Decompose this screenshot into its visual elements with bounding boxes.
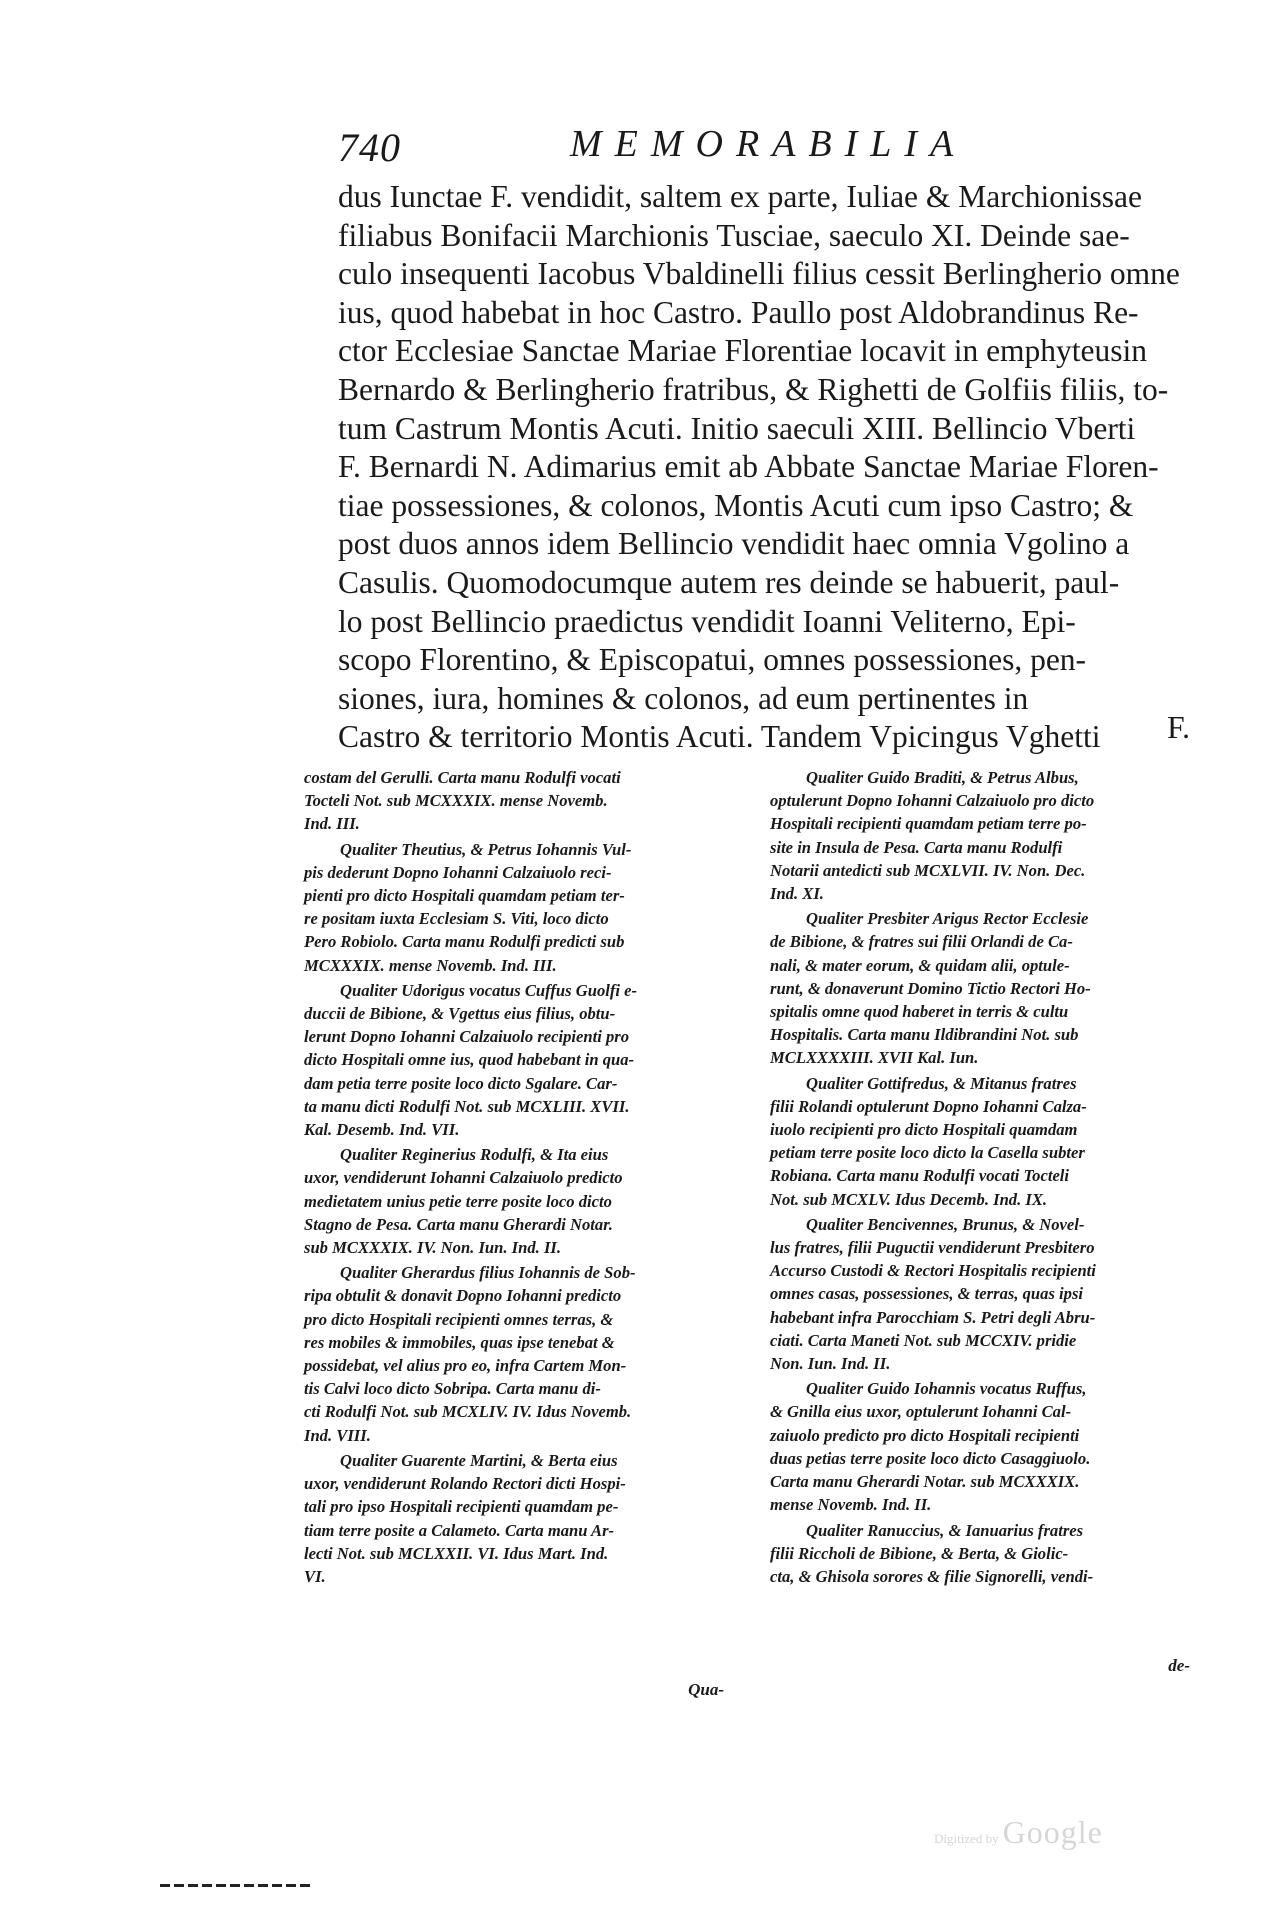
- main-text-line: scopo Florentino, & Episcopatui, omnes possessiones, pen-: [338, 642, 1087, 678]
- footnote-entry: [304, 1143, 744, 1259]
- footnote-line: VI.: [304, 1566, 326, 1586]
- footnote-line: MCXXXIX. mense Novemb. Ind. III.: [304, 955, 557, 975]
- main-text-line: ctor Ecclesiae Sanctae Mariae Florentiae locavit in emphyteusin: [338, 333, 1148, 369]
- scan-edge-mark: [160, 1884, 310, 1887]
- footnote-line: Qualiter Reginerius Rodulfi, & Ita eius: [340, 1145, 609, 1165]
- notes-right-catchword: de-: [1168, 1656, 1190, 1675]
- footnote-line: pro dicto Hospitali recipienti omnes terras, &: [304, 1309, 614, 1329]
- notes-left-catchword: Qua-: [688, 1680, 724, 1699]
- main-text-line: Castro & territorio Montis Acuti. Tandem Vpicingus Vghetti: [338, 719, 1101, 755]
- footnote-line: possidebat, vel alius pro eo, infra Cartem Mon-: [304, 1356, 627, 1376]
- main-text-line: tiae possessiones, & colonos, Montis Acuti cum ipso Castro; &: [338, 487, 1134, 523]
- footnote-line: iuolo recipienti pro dicto Hospitali quamdam: [770, 1120, 1078, 1140]
- footnote-entry: [770, 1519, 1210, 1589]
- main-text-block: [338, 178, 1218, 757]
- footnote-line: Qualiter Guido Braditi, & Petrus Albus,: [806, 768, 1079, 787]
- footnote-entry: [304, 766, 744, 836]
- footnote-entry: [304, 838, 744, 977]
- main-text-line: lo post Bellincio praedictus vendidit Ioanni Veliterno, Epi-: [338, 603, 1076, 639]
- main-catchword: F.: [1167, 710, 1190, 745]
- footnote-line: filii Rolandi optulerunt Dopno Iohanni Calza-: [770, 1096, 1087, 1116]
- footnote-line: ciati. Carta Maneti Not. sub MCCXIV. pridie: [770, 1330, 1077, 1350]
- page-number: 740: [338, 125, 401, 170]
- footnote-line: sub MCXXXIX. IV. Non. Iun. Ind. II.: [304, 1238, 562, 1258]
- footnote-line: Qualiter Guido Iohannis vocatus Ruffus,: [806, 1379, 1087, 1399]
- footnote-entry: [304, 979, 744, 1141]
- footnote-line: Qualiter Bencivennes, Brunus, & Novel-: [806, 1214, 1085, 1234]
- footnote-line: duccii de Bibione, & Vgettus eius filius, obtu-: [304, 1004, 616, 1024]
- footnote-entry: [304, 1261, 744, 1447]
- footnote-entry: [770, 766, 1210, 905]
- footnote-line: runt, & donaverunt Domino Tictio Rectori Ho-: [770, 978, 1091, 998]
- footnote-line: duas petias terre posite loco dicto Casaggiuolo.: [770, 1448, 1091, 1468]
- footnote-line: cti Rodulfi Not. sub MCXLIV. IV. Idus Novemb.: [304, 1402, 632, 1422]
- footnote-line: mense Novemb. Ind. II.: [770, 1495, 932, 1515]
- watermark-prefix: Digitized by: [934, 1831, 999, 1846]
- main-text-line: ius, quod habebat in hoc Castro. Paullo post Aldobrandinus Re-: [338, 294, 1139, 330]
- footnote-line: Hospitali recipienti quamdam petiam terre po-: [770, 814, 1087, 834]
- footnote-line: Pero Robiolo. Carta manu Rodulfi predicti sub: [304, 932, 625, 952]
- footnote-line: pis dederunt Dopno Iohanni Calzaiuolo reci-: [304, 862, 612, 882]
- footnote-line: optulerunt Dopno Iohanni Calzaiuolo pro dicto: [770, 791, 1095, 811]
- footnote-line: ripa obtulit & donavit Dopno Iohanni predicto: [304, 1286, 622, 1306]
- footnote-line: Non. Iun. Ind. II.: [770, 1354, 891, 1374]
- footnote-line: MCLXXXXIII. XVII Kal. Iun.: [770, 1048, 979, 1068]
- footnote-line: costam del Gerulli. Carta manu Rodulfi vocati: [304, 768, 621, 787]
- footnote-line: Robiana. Carta manu Rodulfi vocati Tocteli: [770, 1166, 1070, 1186]
- footnote-line: Qualiter Theutius, & Petrus Iohannis Vul-: [340, 839, 632, 859]
- footnote-line: Stagno de Pesa. Carta manu Gherardi Notar.: [304, 1214, 613, 1234]
- footnote-line: omnes casas, possessiones, & terras, quas ipsi: [770, 1284, 1084, 1304]
- main-text-line: filiabus Bonifacii Marchionis Tusciae, saeculo XI. Deinde sae-: [338, 217, 1130, 253]
- footnote-line: Ind. III.: [304, 814, 360, 834]
- footnote-line: Qualiter Ranuccius, & Ianuarius fratres: [806, 1520, 1084, 1540]
- footnote-line: Accurso Custodi & Rectori Hospitalis recipienti: [770, 1261, 1096, 1281]
- footnote-line: cta, & Ghisola sorores & filie Signorelli, vendi-: [770, 1566, 1094, 1586]
- footnote-line: zaiuolo predicto pro dicto Hospitali recipienti: [770, 1425, 1080, 1445]
- footnote-entry: [304, 1449, 744, 1588]
- footnote-line: site in Insula de Pesa. Carta manu Rodulfi: [770, 837, 1063, 857]
- footnotes-left-column: [304, 766, 744, 1590]
- main-text-line: F. Bernardi N. Adimarius emit ab Abbate Sanctae Mariae Floren-: [338, 449, 1159, 485]
- main-text-line: siones, iura, homines & colonos, ad eum pertinentes in: [338, 680, 1029, 716]
- footnote-line: Hospitalis. Carta manu Ildibrandini Not. sub: [770, 1025, 1079, 1045]
- running-title: MEMORABILIA: [570, 123, 967, 165]
- footnote-line: habebant infra Parocchiam S. Petri degli Abru-: [770, 1307, 1096, 1327]
- footnote-line: Qualiter Guarente Martini, & Berta eius: [340, 1450, 618, 1470]
- footnote-line: tali pro ipso Hospitali recipienti quamdam pe-: [304, 1497, 619, 1517]
- footnote-line: Ind. XI.: [770, 884, 824, 904]
- footnote-line: Qualiter Udorigus vocatus Cuffus Guolfi e-: [340, 980, 638, 1000]
- footnote-line: dicto Hospitali omne ius, quod habebant in qua-: [304, 1050, 635, 1070]
- footnote-line: uxor, vendiderunt Iohanni Calzaiuolo predicto: [304, 1168, 623, 1188]
- footnote-line: ta manu dicti Rodulfi Not. sub MCXLIII. XVII.: [304, 1096, 630, 1116]
- footnote-line: dam petia terre posite loco dicto Sgalare. Car-: [304, 1073, 618, 1093]
- footnote-line: lus fratres, filii Puguctii vendiderunt Presbitero: [770, 1238, 1095, 1258]
- footnote-line: lecti Not. sub MCLXXII. VI. Idus Mart. Ind.: [304, 1543, 609, 1563]
- digitization-watermark: [934, 1814, 1103, 1851]
- footnote-line: petiam terre posite loco dicto la Casella subter: [770, 1143, 1085, 1163]
- footnote-line: medietatem unius petie terre posite loco dicto: [304, 1191, 612, 1211]
- footnote-entry: [770, 1377, 1210, 1516]
- footnote-line: Not. sub MCXLV. Idus Decemb. Ind. IX.: [770, 1189, 1048, 1209]
- footnote-line: & Gnilla eius uxor, optulerunt Iohanni Cal-: [770, 1402, 1072, 1422]
- footnote-line: lerunt Dopno Iohanni Calzaiuolo recipienti pro: [304, 1027, 630, 1047]
- footnotes-right-column: [770, 766, 1210, 1590]
- footnote-line: de Bibione, & fratres sui filii Orlandi de Ca-: [770, 932, 1073, 952]
- footnote-line: res mobiles & immobiles, quas ipse tenebat &: [304, 1332, 615, 1352]
- footnote-line: uxor, vendiderunt Rolando Rectori dicti Hospi-: [304, 1474, 626, 1494]
- page-header: [338, 122, 1218, 172]
- footnote-line: filii Riccholi de Bibione, & Berta, & Giolic-: [770, 1543, 1069, 1563]
- footnote-line: Kal. Desemb. Ind. VII.: [304, 1120, 460, 1140]
- main-text-line: tum Castrum Montis Acuti. Initio saeculi XIII. Bellincio Vberti: [338, 410, 1136, 446]
- footnote-line: tiam terre posite a Calameto. Carta manu Ar-: [304, 1520, 615, 1540]
- watermark-brand: Google: [1002, 1814, 1103, 1850]
- footnote-line: Tocteli Not. sub MCXXXIX. mense Novemb.: [304, 791, 608, 811]
- footnote-line: Qualiter Gherardus filius Iohannis de Sob-: [340, 1263, 636, 1283]
- footnote-line: spitalis omne quod haberet in terris & cultu: [770, 1002, 1069, 1022]
- footnote-line: Ind. VIII.: [304, 1425, 371, 1445]
- footnote-entry: [770, 1072, 1210, 1211]
- main-text-line: Bernardo & Berlingherio fratribus, & Righetti de Golfiis filiis, to-: [338, 371, 1169, 407]
- footnote-line: re positam iuxta Ecclesiam S. Viti, loco dicto: [304, 909, 609, 929]
- footnote-line: tis Calvi loco dicto Sobripa. Carta manu di-: [304, 1379, 601, 1399]
- footnote-line: Carta manu Gherardi Notar. sub MCXXXIX.: [770, 1472, 1080, 1492]
- footnote-line: pienti pro dicto Hospitali quamdam petiam ter-: [304, 886, 625, 906]
- main-text-line: dus Iunctae F. vendidit, saltem ex parte, Iuliae & Marchionissae: [338, 179, 1142, 214]
- main-text-line: post duos annos idem Bellincio vendidit haec omnia Vgolino a: [338, 526, 1130, 562]
- footnote-line: Qualiter Gottifredus, & Mitanus fratres: [806, 1073, 1077, 1093]
- main-text-line: culo insequenti Iacobus Vbaldinelli filius cessit Berlingherio omne: [338, 256, 1180, 292]
- footnote-entry: [770, 1213, 1210, 1375]
- footnote-line: Qualiter Presbiter Arigus Rector Ecclesie: [806, 909, 1089, 929]
- footnote-entry: [770, 907, 1210, 1069]
- main-text-line: Casulis. Quomodocumque autem res deinde se habuerit, paul-: [338, 564, 1120, 600]
- footnote-line: nali, & mater eorum, & quidam alii, optule-: [770, 955, 1070, 975]
- footnote-line: Notarii antedicti sub MCXLVII. IV. Non. Dec.: [770, 860, 1086, 880]
